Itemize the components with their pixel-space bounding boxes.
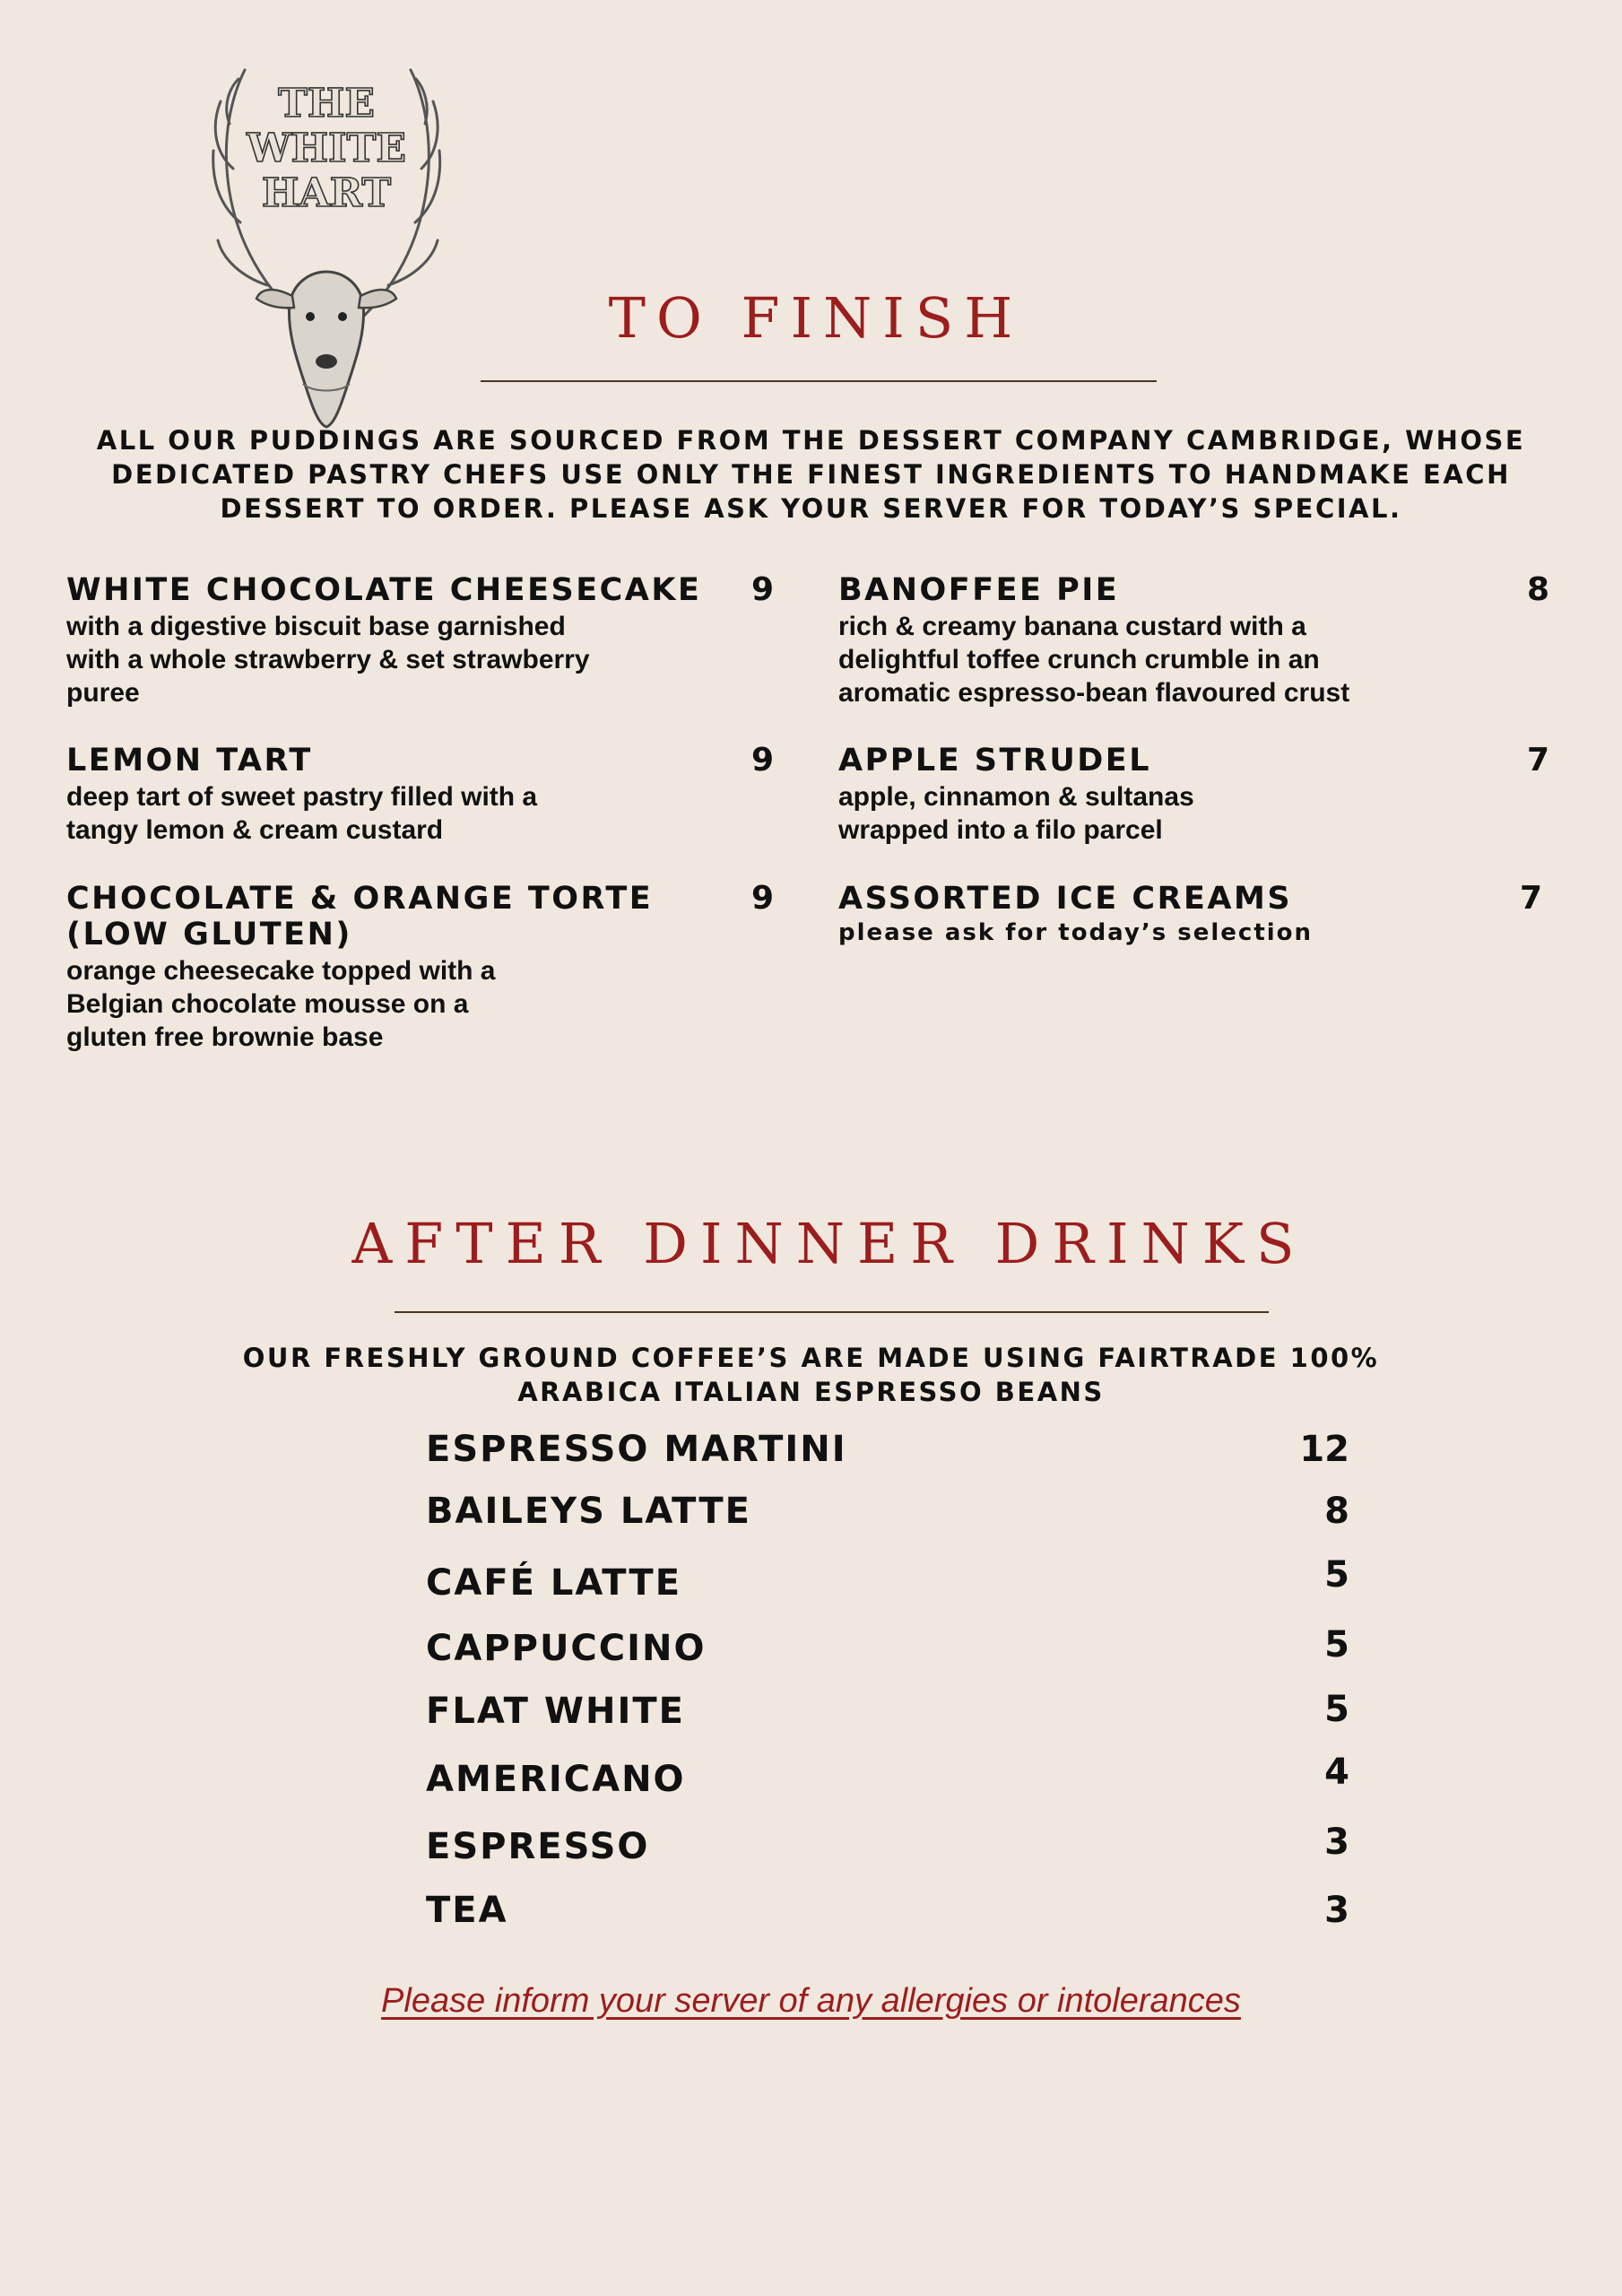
drink-name: FLAT WHITE [426,1691,685,1732]
to-finish-intro: ALL OUR PUDDINGS ARE SOURCED FROM THE DESSERT COMPANY CAMBRIDGE, WHOSE DEDICATED PASTRY CHEFS USE ONLY THE FINEST INGREDIENTS TO HANDMAKE EACH DESSERT TO ORDER. PLEASE ASK YOUR SERVER FOR TODAY’S SPECIAL. [96,425,1526,524]
dessert-description: rich & creamy banana custard with a delightful toffee crunch crumble in an aromatic espresso-bean flavoured crust [838,612,1350,708]
dessert-price: 9 [750,571,774,608]
allergy-notice: Please inform your server of any allergies or intolerances [381,1982,1241,2020]
to-finish-title: TO FINISH [608,285,1024,351]
drink-price: 5 [1324,1689,1349,1730]
drink-price: 5 [1324,1554,1349,1596]
dessert-price: 7 [1519,880,1542,917]
dessert-price: 8 [1526,571,1549,608]
dessert-name: BANOFFEE PIE [838,572,1120,608]
white-hart-stag-logo [204,61,448,429]
after-dinner-divider [395,1311,1269,1313]
logo-text-hart: HART [261,170,392,216]
logo-text-the: THE [278,81,375,126]
drink-price: 3 [1324,1890,1349,1931]
dessert-description: apple, cinnamon & sultanas wrapped into a filo parcel [838,782,1194,845]
drink-price: 4 [1324,1752,1349,1793]
dessert-name: LEMON TART [66,743,313,778]
drink-price: 12 [1299,1429,1349,1470]
after-dinner-intro: OUR FRESHLY GROUND COFFEE’S ARE MADE USING FAIRTRADE 100% ARABICA ITALIAN ESPRESSO BEANS [242,1343,1380,1407]
drink-price: 8 [1324,1491,1349,1532]
dessert-subtitle: (LOW GLUTEN) [66,917,352,952]
dessert-price: 9 [750,880,774,917]
dessert-item [838,881,1313,950]
drink-name: AMERICANO [426,1759,686,1800]
drink-name: CAPPUCCINO [426,1628,707,1669]
dessert-name: CHOCOLATE & ORANGE TORTE [66,881,654,917]
dessert-description: deep tart of sweet pastry filled with a tangy lemon & cream custard [66,782,538,845]
drink-name: ESPRESSO [426,1826,650,1867]
dessert-description: with a digestive biscuit base garnished with a whole strawberry & set strawberry puree [66,612,590,708]
drink-name: BAILEYS LATTE [426,1491,751,1532]
drink-name: ESPRESSO MARTINI [426,1429,847,1470]
dessert-name: WHITE CHOCOLATE CHEESECAKE [66,572,702,608]
dessert-item [66,881,653,1054]
to-finish-divider [481,380,1157,382]
dessert-item [66,572,701,709]
dessert-description: please ask for today’s selection [838,919,1314,946]
dessert-name: APPLE STRUDEL [838,743,1152,778]
drink-price: 3 [1324,1822,1349,1863]
dessert-item [66,743,537,847]
logo-text-white: WHITE [247,126,406,171]
drink-name: CAFÉ LATTE [426,1562,682,1604]
drink-price: 5 [1324,1624,1349,1665]
drink-name: TEA [426,1890,508,1931]
after-dinner-title: AFTER DINNER DRINKS [351,1211,1307,1276]
dessert-description: orange cheesecake topped with a Belgian chocolate mousse on a gluten free brownie base [66,956,496,1052]
dessert-price: 7 [1526,742,1549,778]
dessert-name: ASSORTED ICE CREAMS [838,881,1293,917]
dessert-price: 9 [750,742,774,778]
dessert-item [838,572,1349,709]
dessert-item [838,743,1194,847]
